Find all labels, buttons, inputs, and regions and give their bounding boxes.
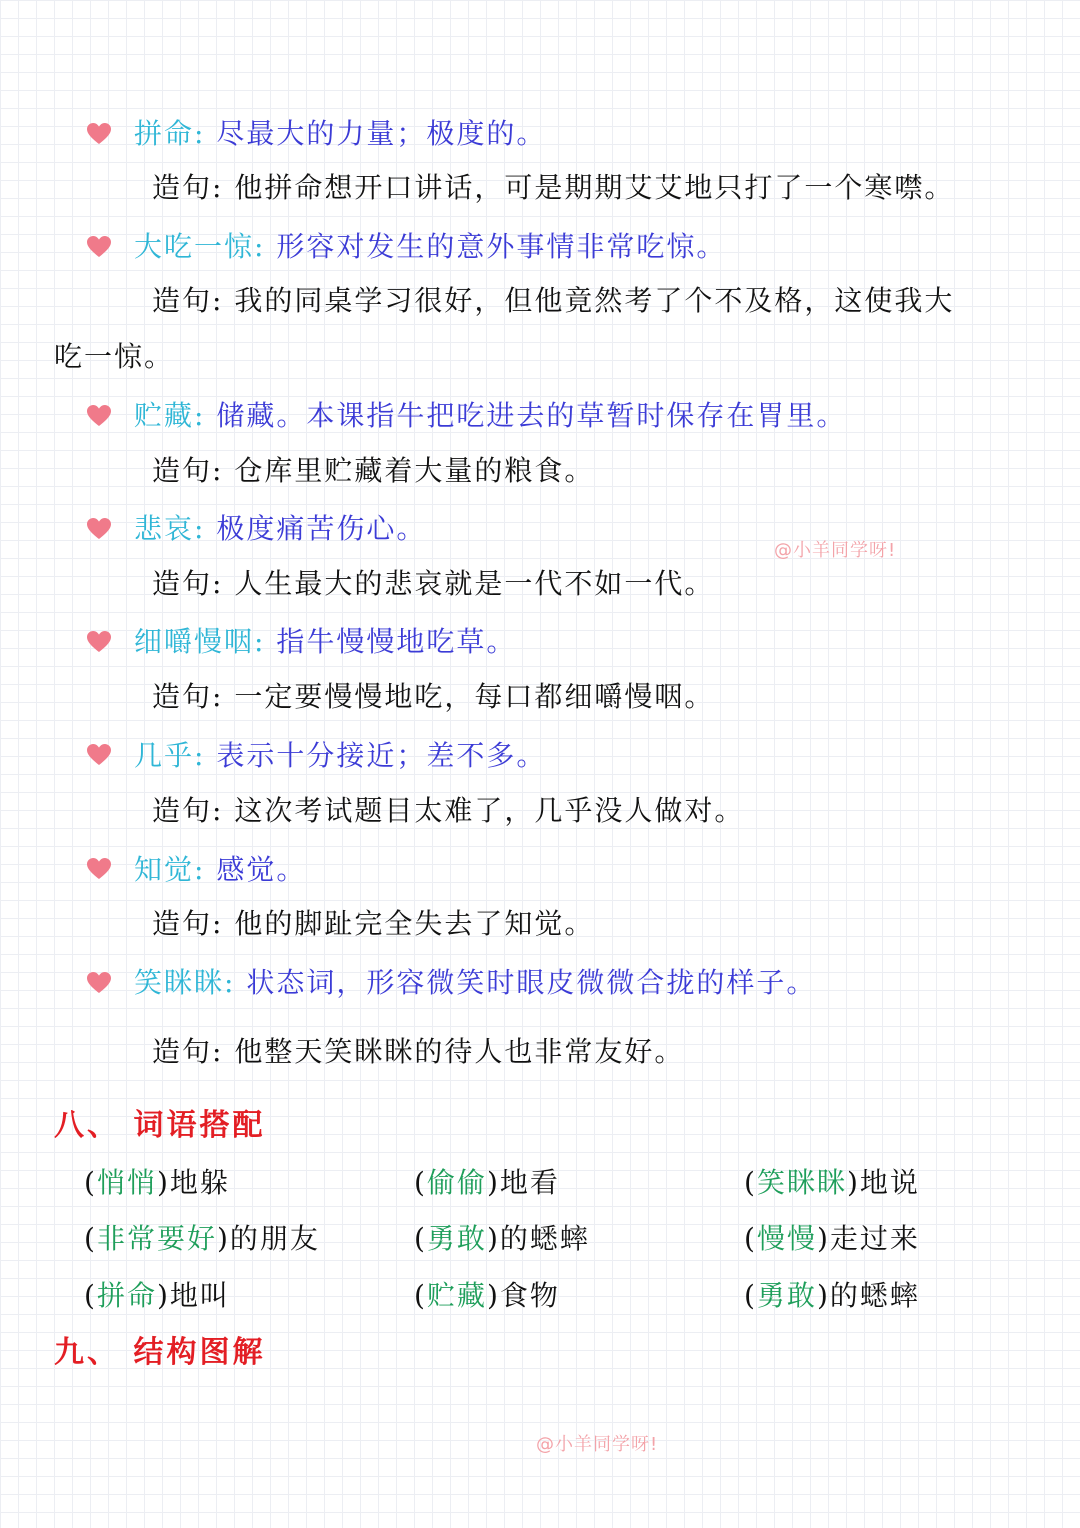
example-label: 造句: — [152, 794, 224, 827]
entry-definition: 感觉。 — [216, 853, 307, 886]
entry-4-heading — [134, 622, 516, 662]
heart-icon — [86, 235, 112, 259]
entry-2-heading — [134, 396, 846, 436]
entry-term: 知觉: — [134, 853, 206, 886]
entry-term: 笑眯眯: — [134, 966, 236, 999]
example-sentence: 仓库里贮藏着大量的粮食。 — [234, 454, 595, 487]
entry-0-example — [152, 168, 954, 208]
entry-term: 大吃一惊: — [134, 230, 266, 263]
heart-icon — [86, 857, 112, 881]
entry-definition: 储藏。本课指牛把吃进去的草暂时保存在胃里。 — [216, 399, 847, 432]
collocation-word: 拼命 — [96, 1279, 157, 1312]
entry-5-heading — [134, 736, 546, 776]
example-sentence: 一定要慢慢地吃，每口都细嚼慢咽。 — [234, 680, 715, 713]
example-sentence: 人生最大的悲哀就是一代不如一代。 — [234, 567, 715, 600]
heart-icon — [86, 743, 112, 767]
collocation-item: (偷偷)地看 — [414, 1166, 560, 1199]
collocation-word: 勇敢 — [426, 1222, 487, 1255]
collocation-word: 非常要好 — [96, 1222, 217, 1255]
heart-icon — [86, 122, 112, 146]
entry-term: 几乎: — [134, 739, 206, 772]
entry-1-heading — [134, 227, 726, 267]
collocation-item: (非常要好)的朋友 — [84, 1222, 320, 1255]
example-label: 造句: — [152, 454, 224, 487]
example-sentence: 我的同桌学习很好，但他竟然考了个不及格，这使我大 — [234, 284, 955, 317]
entry-6-heading — [134, 850, 306, 890]
example-label: 造句: — [152, 171, 224, 204]
watermark: @小羊同学呀! — [536, 1434, 659, 1455]
example-label: 造句: — [152, 567, 224, 600]
entry-3-heading — [134, 509, 426, 549]
collocation-rest: 地叫 — [169, 1279, 230, 1312]
collocation-item: (勇敢)的蟋蟀 — [744, 1279, 920, 1312]
collocation-rest: 的蟋蟀 — [829, 1279, 920, 1312]
entry-3-example — [152, 564, 714, 604]
section-9-heading: 九、 结构图解 — [54, 1335, 266, 1370]
entry-definition: 指牛慢慢地吃草。 — [276, 625, 517, 658]
collocation-word: 勇敢 — [756, 1279, 817, 1312]
entry-definition: 极度痛苦伤心。 — [216, 512, 427, 545]
collocation-item: (拼命)地叫 — [84, 1279, 230, 1312]
example-label: 造句: — [152, 1035, 224, 1068]
watermark: @小羊同学呀! — [774, 540, 897, 561]
example-sentence: 他的脚趾完全失去了知觉。 — [234, 907, 595, 940]
heart-icon — [86, 517, 112, 541]
collocation-word: 慢慢 — [756, 1222, 817, 1255]
example-label: 造句: — [152, 907, 224, 940]
section-8-heading: 八、 词语搭配 — [54, 1108, 266, 1143]
collocation-rest: 的朋友 — [229, 1222, 320, 1255]
heart-icon — [86, 630, 112, 654]
entry-0-heading — [134, 114, 546, 154]
collocation-item: (慢慢)走过来 — [744, 1222, 920, 1255]
entry-term: 贮藏: — [134, 399, 206, 432]
collocation-word: 贮藏 — [426, 1279, 487, 1312]
entry-definition: 形容对发生的意外事情非常吃惊。 — [276, 230, 727, 263]
entry-1-example — [152, 281, 954, 321]
entry-5-example — [152, 791, 744, 831]
entry-2-example — [152, 451, 594, 491]
example-sentence: 他整天笑眯眯的待人也非常友好。 — [234, 1035, 685, 1068]
collocation-word: 悄悄 — [96, 1166, 157, 1199]
entry-definition: 尽最大的力量；极度的。 — [216, 117, 547, 150]
collocation-item: (勇敢)的蟋蟀 — [414, 1222, 590, 1255]
entry-7-example — [152, 1032, 684, 1072]
entry-7-heading — [134, 963, 816, 1003]
entry-definition: 表示十分接近；差不多。 — [216, 739, 547, 772]
entry-term: 悲哀: — [134, 512, 206, 545]
collocation-rest: 地躲 — [169, 1166, 230, 1199]
collocation-word: 偷偷 — [426, 1166, 487, 1199]
collocation-rest: 食物 — [499, 1279, 560, 1312]
example-sentence: 这次考试题目太难了，几乎没人做对。 — [234, 794, 745, 827]
collocation-rest: 地看 — [499, 1166, 560, 1199]
entry-1-example-continued: 吃一惊。 — [54, 340, 175, 373]
collocation-item: (悄悄)地躲 — [84, 1166, 230, 1199]
entry-term: 拼命: — [134, 117, 206, 150]
example-label: 造句: — [152, 284, 224, 317]
entry-6-example — [152, 904, 594, 944]
heart-icon — [86, 971, 112, 995]
collocation-word: 笑眯眯 — [756, 1166, 847, 1199]
collocation-item: (笑眯眯)地说 — [744, 1166, 920, 1199]
collocation-rest: 走过来 — [829, 1222, 920, 1255]
collocation-rest: 的蟋蟀 — [499, 1222, 590, 1255]
collocation-rest: 地说 — [859, 1166, 920, 1199]
example-label: 造句: — [152, 680, 224, 713]
entry-definition: 状态词，形容微笑时眼皮微微合拢的样子。 — [246, 966, 817, 999]
entry-term: 细嚼慢咽: — [134, 625, 266, 658]
entry-4-example — [152, 677, 714, 717]
heart-icon — [86, 404, 112, 428]
collocation-item: (贮藏)食物 — [414, 1279, 560, 1312]
example-sentence: 他拼命想开口讲话，可是期期艾艾地只打了一个寒噤。 — [234, 171, 955, 204]
